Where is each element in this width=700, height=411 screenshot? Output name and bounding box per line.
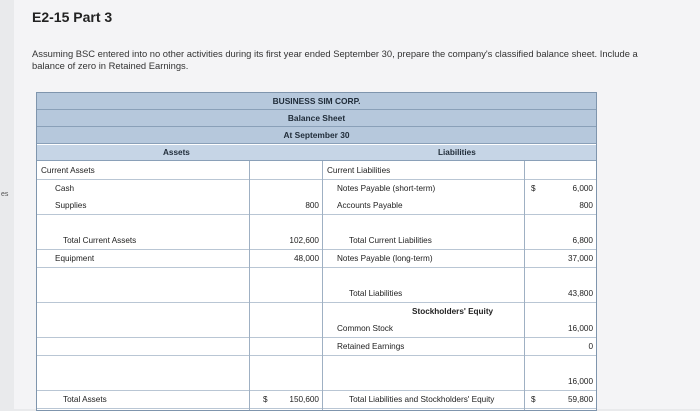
liability-value[interactable]: 6,000 [572,183,593,193]
asset-value[interactable] [249,180,322,197]
table-row [37,215,596,233]
liability-label[interactable]: Stockholders' Equity [412,306,494,316]
column-divider [524,161,525,410]
balance-sheet [36,92,597,411]
table-row [37,285,596,303]
asset-dollar-sign: $ [263,394,268,404]
liability-value[interactable] [524,268,596,285]
liability-value[interactable]: 16,000 [567,377,593,387]
liability-label[interactable]: Notes Payable (long-term) [337,254,433,263]
liability-label[interactable]: Total Liabilities and Stockholders' Equity [349,394,495,404]
table-row [37,391,596,409]
asset-label[interactable] [55,303,245,320]
table-row [37,232,596,250]
edge-text: es [1,191,9,198]
asset-label[interactable] [55,320,245,337]
asset-label[interactable] [55,285,245,302]
asset-label[interactable] [55,215,245,232]
table-row [37,320,596,338]
liability-value[interactable] [524,162,596,179]
asset-value[interactable] [249,303,322,320]
asset-label[interactable] [55,356,245,373]
table-row [37,338,596,356]
asset-value[interactable] [249,215,322,232]
date-header: At September 30 [37,127,596,144]
liabilities-header: Liabilities [322,145,596,161]
table-row [37,180,596,198]
liability-label[interactable]: Retained Earnings [337,342,405,351]
asset-value[interactable] [249,320,322,337]
liability-value[interactable]: 43,800 [567,289,593,299]
statement-header: Balance Sheet [37,110,596,127]
liability-value[interactable]: 800 [579,201,593,211]
asset-value[interactable] [249,162,322,179]
liability-label[interactable] [337,356,527,373]
liability-value[interactable]: 59,800 [567,394,593,404]
asset-label[interactable] [55,268,245,285]
page-title: E2-15 Part 3 [32,9,113,25]
table-row [37,356,596,374]
liability-label[interactable]: Notes Payable (short-term) [337,183,436,193]
table-row [37,303,596,321]
asset-label[interactable]: Total Assets [63,394,107,404]
liability-label[interactable] [337,373,527,390]
asset-label[interactable] [55,338,245,355]
liability-label[interactable] [337,268,527,285]
asset-value[interactable] [249,356,322,373]
company-header: BUSINESS SIM CORP. [37,93,596,110]
liability-value[interactable]: 16,000 [567,324,593,334]
asset-value[interactable]: 102,600 [289,236,319,246]
asset-value[interactable] [249,338,322,355]
assets-header: Assets [37,145,322,161]
asset-value[interactable]: 48,000 [293,254,319,263]
liability-value[interactable]: 0 [588,342,593,351]
liability-label[interactable]: Common Stock [337,324,393,334]
asset-value[interactable] [249,373,322,390]
asset-label[interactable]: Equipment [55,254,95,263]
asset-label[interactable]: Cash [55,183,75,193]
liability-value[interactable] [524,215,596,232]
instructions: Assuming BSC entered into no other activities during its first year ended September 30, prepare the company's classified balance sheet. Include a balance of zero in Retained Earnings. [32,48,638,71]
table-row [37,373,596,391]
table-row [37,268,596,286]
table-row [37,197,596,215]
asset-value[interactable]: 800 [305,201,319,211]
liability-value[interactable] [524,303,596,320]
liability-value[interactable] [524,356,596,373]
asset-value[interactable] [249,285,322,302]
liability-label[interactable]: Total Liabilities [349,289,403,299]
liability-label[interactable]: Total Current Liabilities [349,236,432,246]
liability-label[interactable] [337,215,527,232]
liability-label[interactable]: Current Liabilities [327,166,391,175]
liability-value[interactable]: 37,000 [567,254,593,263]
asset-label[interactable]: Supplies [55,201,87,211]
liability-dollar-sign: $ [531,183,536,193]
table-row [37,250,596,268]
table-row [37,162,596,180]
column-divider [322,161,323,410]
liability-label[interactable]: Accounts Payable [337,201,403,211]
column-divider [249,161,250,410]
asset-value[interactable]: 150,600 [289,394,319,404]
liability-dollar-sign: $ [531,394,536,404]
asset-label[interactable]: Current Assets [41,166,95,175]
asset-label[interactable]: Total Current Assets [63,236,137,246]
asset-value[interactable] [249,268,322,285]
liability-value[interactable]: 6,800 [572,236,593,246]
asset-label[interactable] [55,373,245,390]
